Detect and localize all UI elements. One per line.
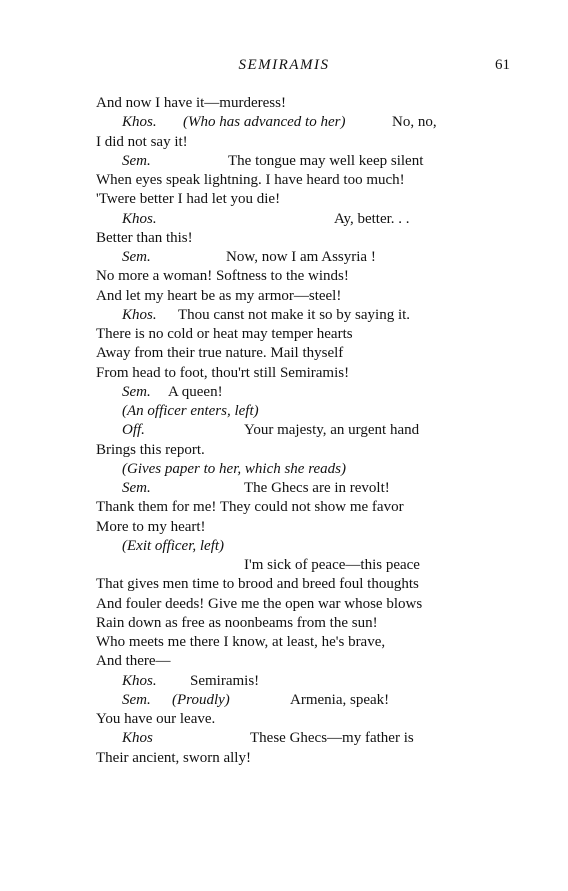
text-segment: There is no cold or heat may temper hearts: [96, 326, 353, 342]
text-segment: And fouler deeds! Give me the open war whose blows: [96, 595, 423, 612]
text-segment: No, no,: [392, 114, 437, 131]
text-segment: These Ghecs—my father is: [250, 730, 414, 747]
text-line: [0, 344, 568, 363]
text-segment: A queen!: [168, 383, 223, 400]
italic-text-segment: (Proudly): [172, 691, 230, 708]
text-line: [0, 152, 568, 171]
text-segment: Their ancient, sworn ally!: [96, 749, 251, 766]
italic-text-segment: Sem.: [122, 480, 151, 496]
text-line: [0, 133, 568, 152]
text-segment: When eyes speak lightning. I have heard too much!: [96, 172, 405, 188]
text-line: [0, 498, 568, 517]
text-line: [0, 94, 568, 113]
text-line: [0, 691, 568, 710]
text-segment: I did not say it!: [96, 133, 188, 150]
text-line: [0, 652, 568, 671]
text-segment: And now I have it—murderess!: [96, 95, 286, 111]
text-segment: Ay, better. . .: [334, 210, 410, 227]
italic-text-segment: Khos.: [122, 672, 157, 689]
italic-text-segment: Sem.: [122, 152, 151, 169]
italic-text-segment: Khos: [122, 730, 153, 747]
italic-text-segment: Khos.: [122, 306, 157, 323]
text-segment: And there—: [96, 653, 171, 670]
text-line: [0, 325, 568, 344]
text-segment: Brings this report.: [96, 441, 205, 458]
text-segment: Semiramis!: [190, 672, 260, 689]
italic-text-segment: Sem.: [122, 691, 151, 708]
text-line: [0, 749, 568, 768]
text-segment: Better than this!: [96, 229, 193, 246]
text-line: [0, 383, 568, 402]
text-line: [0, 190, 568, 209]
text-segment: No more a woman! Softness to the winds!: [96, 268, 349, 285]
text-line: [0, 421, 568, 440]
italic-text-segment: Off.: [122, 422, 145, 439]
text-line: [0, 729, 568, 748]
text-line: [0, 402, 568, 421]
text-line: [0, 248, 568, 267]
text-segment: I'm sick of peace—this peace: [244, 557, 420, 573]
text-line: [0, 210, 568, 229]
text-segment: The tongue may well keep silent: [228, 152, 424, 169]
italic-text-segment: (Exit officer, left): [122, 537, 225, 554]
text-segment: The Ghecs are in revolt!: [244, 480, 390, 496]
text-line: [0, 518, 568, 537]
page-header: [0, 57, 568, 79]
text-line: [0, 672, 568, 691]
text-segment: Now, now I am Assyria !: [226, 249, 376, 265]
italic-text-segment: Khos.: [122, 210, 157, 227]
text-line: [0, 479, 568, 498]
text-segment: More to my heart!: [96, 518, 206, 535]
italic-text-segment: Khos.: [122, 114, 157, 131]
text-line: [0, 113, 568, 132]
running-title: SEMIRAMIS: [238, 57, 330, 73]
text-segment: From head to foot, thou'rt still Semiramis!: [96, 364, 350, 381]
text-segment: Thank them for me! They could not show me favor: [96, 499, 404, 516]
text-line: [0, 710, 568, 729]
text-line: [0, 171, 568, 190]
page-number: 61: [495, 57, 510, 73]
text-segment: Thou canst not make it so by saying it.: [178, 306, 411, 323]
text-segment: Your majesty, an urgent hand: [244, 422, 420, 439]
text-line: [0, 267, 568, 286]
italic-text-segment: (Who has advanced to her): [183, 114, 346, 131]
text-line: [0, 306, 568, 325]
text-line: [0, 364, 568, 383]
text-line: [0, 633, 568, 652]
text-line: [0, 614, 568, 633]
text-line: [0, 441, 568, 460]
text-line: [0, 595, 568, 614]
text-line: [0, 229, 568, 248]
text-line: [0, 537, 568, 556]
text-segment: You have our leave.: [96, 711, 216, 727]
text-segment: Armenia, speak!: [290, 691, 390, 708]
play-text: [0, 94, 568, 768]
text-segment: Rain down as free as noonbeams from the sun!: [96, 614, 378, 631]
text-line: [0, 556, 568, 575]
italic-text-segment: Sem.: [122, 249, 151, 265]
text-segment: And let my heart be as my armor—steel!: [96, 287, 342, 304]
text-segment: Away from their true nature. Mail thyself: [96, 345, 344, 362]
italic-text-segment: (An officer enters, left): [122, 403, 259, 419]
text-line: [0, 575, 568, 594]
italic-text-segment: (Gives paper to her, which she reads): [122, 460, 346, 477]
text-segment: 'Twere better I had let you die!: [96, 191, 281, 208]
text-line: [0, 287, 568, 306]
text-segment: That gives men time to brood and breed foul thoughts: [96, 576, 419, 593]
text-segment: Who meets me there I know, at least, he's brave,: [96, 634, 386, 650]
italic-text-segment: Sem.: [122, 383, 151, 400]
text-line: [0, 460, 568, 479]
